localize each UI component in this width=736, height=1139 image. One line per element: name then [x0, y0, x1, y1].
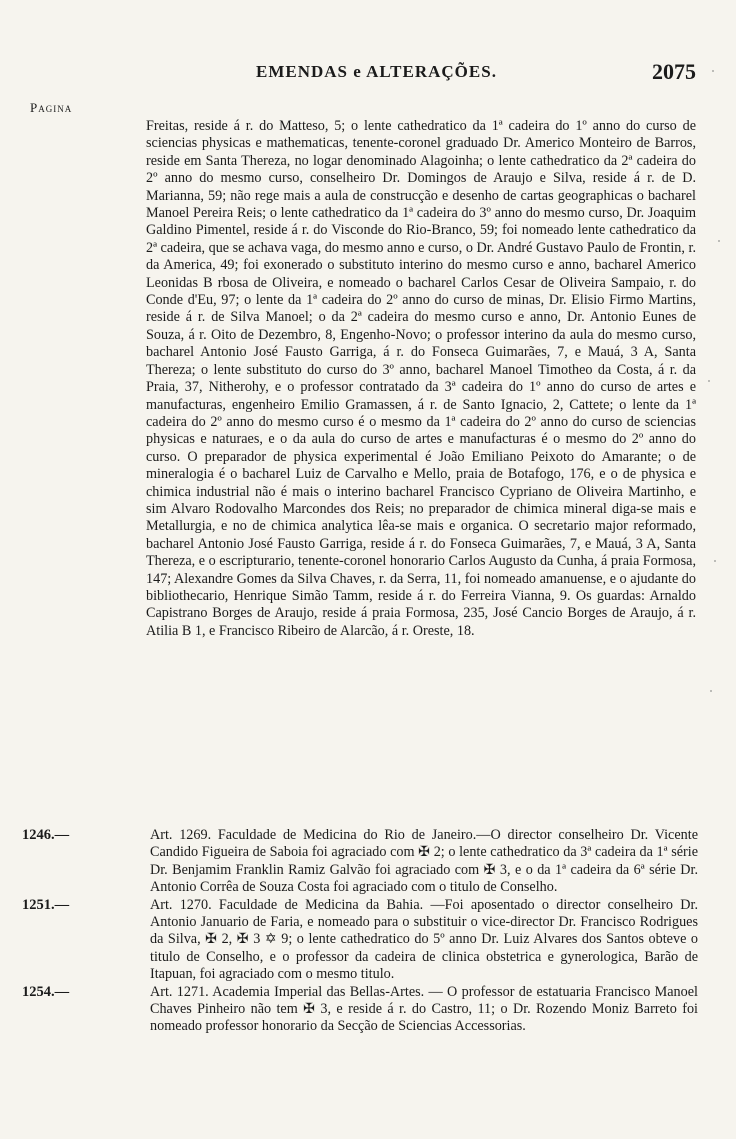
entry-item	[22, 984, 702, 1036]
entry-number: 1251.—	[22, 896, 70, 913]
scan-speck	[718, 240, 720, 242]
scan-speck	[712, 70, 714, 72]
entry-text: Art. 1270. Faculdade de Medicina da Bahia. —Foi aposentado o director conselheiro Dr. Antonio Januario de Faria, e nomeado para o substituir o vice-director Dr. Francisco Rodrigues da Silva, ✠ 2, ✠ 3 ✡ 9; o lente cathedratico do 5º anno Dr. Luiz Alvares dos Santos obteve o titulo de Conselho, e o professor da cadeira de clinica obstetrica e gynerologica, Barão de Itapuan, foi agraciado com o mesmo titulo.	[150, 896, 698, 983]
entry-text: Art. 1271. Academia Imperial das Bellas-Artes. — O professor de estatuaria Francisco Manoel Chaves Pinheiro não tem ✠ 3, e reside á r. do Castro, 11; o Dr. Rozendo Moniz Barreto foi nomeado professor honorario da Secção de Sciencias Accessorias.	[150, 983, 698, 1035]
entries-list	[22, 827, 702, 1036]
entry-item	[22, 827, 702, 897]
body-paragraph-text: Freitas, reside á r. do Matteso, 5; o lente cathedratico da 1ª cadeira do 1º anno do curso de sciencias physicas e mathematicas, tenente-coronel graduado Dr. Americo Monteiro de Barros, reside em Santa Thereza, no logar denominado Alagoinha; o lente cathedratico da 2ª cadeira do 2º anno do mesmo curso, conselheiro Dr. Domingos de Araujo e Silva, reside á r. de D. Marianna, 59; não rege mais a aula de construcção e desenho de cartas geographicas o bacharel Manoel Pereira Reis; o lente cathedratico da 1ª cadeira do 3º anno do mesmo curso, Dr. Joaquim Galdino Pimentel, reside á r. do Visconde do Rio-Branco, 59; foi nomeado lente cathedratico da 2ª cadeira, que se achava vaga, do mesmo anno e curso, o Dr. André Gustavo Paulo de Frontin, r. da America, 49; foi exonerado o substituto interino do mesmo curso e anno, bacharel Americo Leonidas B rbosa de Oliveira, e nomeado o bacharel Carlos Cesar de Oliveira Sampaio, r. do Conde d'Eu, 97; o lente da 1ª cadeira do 2º anno do curso de minas, Dr. Elisio Firmo Martins, reside á r. de Silva Manoel; o da 2ª cadeira do mesmo curso e anno, Dr. Antonio Eunes de Souza, á r. Oito de Dezembro, 8, Engenho-Novo; o professor interino da aula do mesmo curso, bacharel Antonio José Fausto Garriga, á r. do Fonseca Guimarães, 7, e Mauá, 3 A, Santa Thereza; o lente substituto do curso do 3º anno, bacharel Manoel Timotheo da Costa, á r. da Praia, 37, Nitherohy, e o professor contratado da 3ª cadeira do 1º anno do curso de artes e manufacturas, engenheiro Emilio Gramassen, á r. de Santo Ignacio, 2, Cattete; o lente da 1ª cadeira do 2º anno do mesmo curso é o mesmo da 1ª cadeira do 2º anno do curso de sciencias physicas e naturaes, e o da aula do curso de artes e manufacturas é o mesmo do 2º anno do curso. O preparador de physica experimental é João Emiliano Peixoto do Amarante; o de mineralogia é o bacharel Luiz de Carvalho e Mello, praia de Botafogo, 176, e o de physica e chimica industrial não é mais o interino bacharel Francisco Cypriano de Oliveira Martinho, e sim Alvaro Rodovalho Marcondes dos Reis; no preparador de chimica mineral diga-se mais e Metallurgia, e no de chimica analytica lêa-se mais e organica. O secretario major reformado, bacharel Antonio José Fausto Garriga, reside á r. do Fonseca Guimarães, 7, e Mauá, 3 A, Santa Thereza, e o escripturario, tenente-coronel honorario Carlos Augusto da Cunha, á praia Formosa, 147; Alexandre Gomes da Silva Chaves, r. da Serra, 11, foi nomeado amanuense, e o ajudante do bibliothecario, Henrique Simão Tamm, reside á r. do Ferreira Vianna, 9. Os guardas: Arnaldo Capistrano Borges de Araujo, reside á praia Formosa, 235, José Cancio Borges de Araujo, á r. Atilia B 1, e Francisco Ribeiro de Alarcão, á r. Oreste, 18.	[146, 118, 696, 639]
page-number: 2075	[652, 59, 696, 84]
running-title: EMENDAS e ALTERAÇÕES.	[256, 62, 497, 81]
scan-speck	[708, 380, 710, 382]
margin-label: Pagina	[30, 100, 73, 115]
scan-speck	[710, 690, 712, 692]
entry-text: Art. 1269. Faculdade de Medicina do Rio de Janeiro.—O director conselheiro Dr. Vicente Candido Figueira de Saboia foi agraciado com ✠ 2; o lente cathedratico da 3ª cadeira da 1ª série Dr. Benjamim Franklin Ramiz Galvão foi agraciado com ✠ 3, e o da 1ª cadeira da 6ª série Dr. Antonio Corrêa de Souza Costa foi agraciado com o titulo de Conselho.	[150, 827, 698, 896]
scan-speck	[714, 560, 716, 562]
body-paragraph	[146, 118, 696, 640]
page-header	[0, 59, 736, 86]
entry-number: 1254.—	[22, 983, 70, 1000]
entry-number: 1246.—	[22, 827, 70, 843]
entry-item	[22, 897, 702, 984]
